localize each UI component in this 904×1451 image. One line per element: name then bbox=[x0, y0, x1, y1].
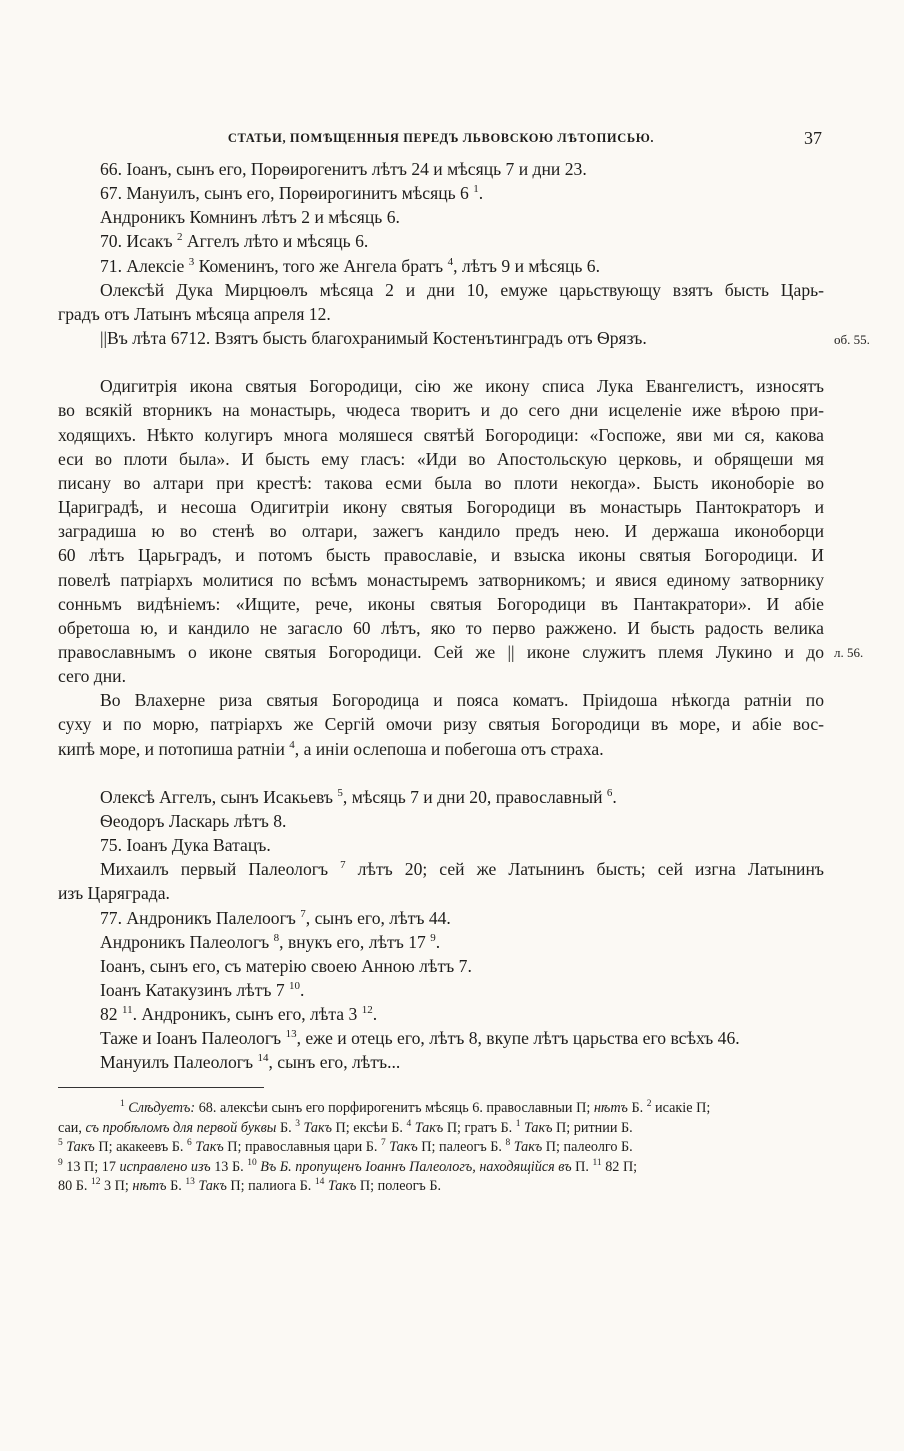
text-line: еси во плоти была». И бысть ему гласъ: «Иди во Апостольскую церковь, и обрящеши мя bbox=[58, 448, 824, 469]
text-line: суху и по морю, патріархъ же Сергій омочи ризу святыя Богородици въ море, и абіе вос- bbox=[58, 714, 824, 735]
text-line: 82 $^{11}$. Андроникъ, сынъ его, лѣта 3 $^{12}$. bbox=[100, 1004, 378, 1025]
text-line: ходящихъ. Нѣкто колугиръ многа моляшеся святѣй Богородици: «Госпоже, яви ми ся, какова bbox=[58, 424, 824, 445]
text-line: Ѳеодоръ Ласкарь лѣтъ 8. bbox=[100, 810, 287, 831]
margin-note-ob55: об. 55. bbox=[834, 332, 870, 347]
footnote-ref: 7 bbox=[300, 907, 306, 920]
page-number: 37 bbox=[804, 128, 822, 148]
text-line: 75. Іоанъ Дука Ватацъ. bbox=[100, 835, 271, 856]
footnote-ref: 4 bbox=[447, 255, 454, 268]
text-line: сонньмъ видѣніемъ: «Ищите, рече, иконы святыя Богородици въ Пантакратори». И абіе bbox=[58, 593, 824, 614]
text-line: Іоанъ Катакузинъ лѣтъ 7 $^{10}$. bbox=[100, 980, 305, 1000]
running-title: СТАТЬИ, ПОМѢЩЕННЫЯ ПЕРЕДЪ ЛЬВОВСКОЮ ЛѢТОПИСЬЮ. bbox=[227, 131, 655, 145]
footnote-ref: 2 bbox=[176, 231, 183, 244]
footnote-ref: 6 bbox=[606, 786, 613, 799]
text-line: Мануилъ Палеологъ $^{14}$, сынъ его, лѣтъ... bbox=[100, 1052, 401, 1073]
text-line: повелѣ патріархъ молитися по всѣмъ монастыремъ затворникомъ; и явися единому затворнику bbox=[58, 569, 824, 590]
main-text bbox=[58, 157, 824, 1075]
paragraph-vlaherne bbox=[58, 688, 824, 760]
text-line: Одигитрія икона святыя Богородици, сію же икону списа Лука Евангелистъ, износятъ bbox=[100, 376, 824, 397]
text-line: Во Влахерне риза святыя Богородица и пояса коматъ. Пріидоша нѣкогда ратніи по bbox=[100, 690, 824, 711]
section-gap bbox=[58, 761, 824, 785]
text-line: Таже и Іоанъ Палеологъ $^{13}$, еже и отець его, лѣтъ 8, вкупе лѣтъ царьства его всѣхъ 46. bbox=[100, 1028, 740, 1049]
footnote-ref: 13 bbox=[285, 1028, 297, 1041]
footnote-ref: 14 bbox=[257, 1052, 269, 1065]
text-line: Андроникъ Комнинъ лѣтъ 2 и мѣсяць 6. bbox=[100, 207, 400, 228]
paragraph-odigitria bbox=[58, 374, 824, 688]
text-line: градъ отъ Латынъ мѣсяца апреля 12. bbox=[58, 303, 331, 324]
footnote-line: $^1$ Слѣдуетъ: 68. алексѣи сынъ его порфирогенитъ мѣсяць 6. православныи П; нѣтъ Б. $^2$ исакіе П; bbox=[120, 1099, 711, 1116]
footnote-line: 80 Б. $^{12}$ 3 П; нѣтъ Б. $^{13}$ Такъ П; палиога Б. $^{14}$ Такъ П; полеогъ Б. bbox=[58, 1177, 442, 1194]
footnote-ref: 12 bbox=[361, 1004, 373, 1017]
text-line: Михаилъ первый Палеологъ $^7$ лѣтъ 20; сей же Латынинъ бысть; сей изгна Латынинъ bbox=[100, 859, 824, 880]
text-line: заградиша ю во стенѣ во олтари, зажегъ кандило предъ нею. И держаша иконоборци bbox=[58, 521, 824, 542]
footnote-ref: 7 bbox=[340, 859, 346, 872]
text-line: Андроникъ Палеологъ $^8$, внукъ его, лѣтъ 17 $^9$. bbox=[100, 931, 441, 952]
footnote-ref: 10 bbox=[289, 980, 301, 992]
margin-note-l56: л. 56. bbox=[834, 645, 864, 660]
footnotes bbox=[58, 1099, 824, 1197]
footnote-line: $^9$ 13 П; 17 исправлено изъ 13 Б. $^{10}$ Въ Б. пропущенъ Іоаннъ Палеологъ, находящійся въ П. $^{11}$ 82 П; bbox=[58, 1157, 638, 1175]
running-head bbox=[58, 128, 824, 150]
footnote-line: $^5$ Такъ П; акакеевъ Б. $^6$ Такъ П; православныя цари Б. $^7$ Такъ П; палеогъ Б. $^8$ Такъ П; палеолго Б. bbox=[58, 1138, 633, 1155]
footnote-ref: 8 bbox=[273, 931, 280, 944]
text-line: сего дни. bbox=[58, 666, 126, 687]
text-line: Іоанъ, сынъ его, съ матерію своею Анною лѣтъ 7. bbox=[100, 955, 472, 976]
text-line: православнымъ о иконе святыя Богородици. Сей же || иконе служитъ племя Лукино и до bbox=[58, 641, 824, 662]
footnote-ref: 9 bbox=[430, 931, 436, 944]
footnote-divider bbox=[58, 1087, 264, 1088]
footnote-ref: 4 bbox=[289, 738, 295, 751]
section-gap bbox=[58, 350, 824, 374]
text-line: Олексѣ Аггелъ, сынъ Исакьевъ $^5$, мѣсяць 7 и дни 20, православный $^6$. bbox=[100, 786, 617, 807]
text-line: 77. Андроникъ Палелоогъ $^7$, сынъ его, лѣтъ 44. bbox=[100, 907, 451, 928]
text-line: Цариградѣ, и несоша Одигитріи икону святыя Богородици въ монастырь Пантократоръ и bbox=[58, 497, 824, 518]
footnote-ref: 5 bbox=[337, 786, 343, 799]
text-line: обретоша ю, и кандило не загасло 60 лѣтъ, яко то перво ражжено. И бысть радость велика bbox=[58, 617, 824, 638]
footnote-ref: 11 bbox=[122, 1004, 133, 1017]
text-line: Олексѣй Дука Мирцюѳлъ мѣсяца 2 и дни 10, емуже царьствующу взятъ бысть Царь- bbox=[100, 279, 824, 300]
text-line: писану во алтари при крестѣ: такова есми была во плоти некогда». Бысть иконоборіе во bbox=[58, 472, 824, 493]
footnote-line: саи, съ пробѣломъ для первой буквы Б. $^3$ Такъ П; ексѣи Б. $^4$ Такъ П; гратъ Б. $^1$ Такъ П; ритнии Б. bbox=[58, 1118, 633, 1136]
text-line: 60 лѣтъ Царьградъ, и потомъ бысть православіе, и взыска иконы святыя Богородици. И bbox=[58, 545, 824, 566]
text-line: 71. Алексіе $^3$ Коменинъ, того же Ангела братъ $^4$, лѣтъ 9 и мѣсяць 6. bbox=[100, 255, 601, 276]
text-line: 67. Мануилъ, сынъ его, Порѳирогинитъ мѣсяць 6 $^1$. bbox=[100, 183, 484, 204]
footnote-ref: 3 bbox=[188, 255, 195, 268]
text-line: 70. Исакъ $^2$ Аггелъ лѣто и мѣсяць 6. bbox=[100, 231, 369, 252]
text-line: ||Въ лѣта 6712. Взятъ бысть благохранимый Костенътинградъ отъ Ѳрязъ. bbox=[100, 328, 647, 349]
footnote-ref: 1 bbox=[473, 183, 479, 196]
text-line: 66. Іоанъ, сынъ его, Порѳирогенитъ лѣтъ 24 и мѣсяць 7 и дни 23. bbox=[100, 159, 587, 179]
text-line: во всякій вторникъ на монастырь, чюдеса творитъ и до сего дни исцеленіе иже вѣрою при- bbox=[58, 400, 824, 421]
text-line: изъ Царяграда. bbox=[58, 883, 170, 904]
text-line: кипѣ море, и потопиша ратніи $^4$, а иніи ослепоша и побегоша отъ страха. bbox=[58, 738, 604, 759]
